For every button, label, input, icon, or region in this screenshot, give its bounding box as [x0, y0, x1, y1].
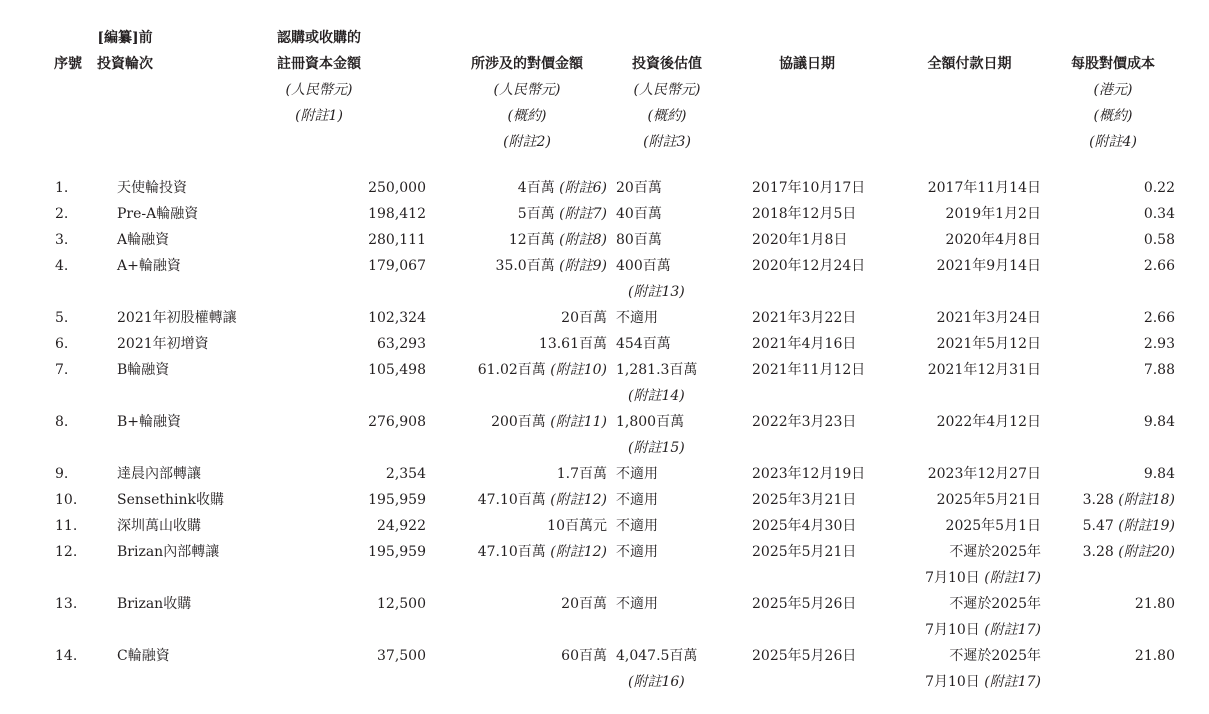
cell-cost: [1047, 357, 1209, 409]
consideration-amount: 5百萬: [517, 206, 555, 222]
cost-per-share: 2.66: [1143, 310, 1175, 326]
header-payment-text: 全額付款日期: [927, 56, 1012, 72]
cell-serial: [0, 513, 78, 539]
agreement-date: 2023年12月19日: [752, 466, 866, 482]
cell-payment-date: [872, 461, 1047, 487]
capital-amount: 198,412: [368, 206, 426, 222]
capital-amount: 280,111: [368, 232, 426, 248]
cell-cost: [1047, 409, 1209, 461]
cell-cost: [1047, 227, 1209, 253]
cell-serial: [0, 643, 78, 695]
table-row: [0, 331, 1209, 357]
valuation-amount: 不適用: [616, 466, 658, 482]
round-name: Pre-A輪融資: [117, 206, 199, 222]
cell-round: [54, 331, 226, 357]
payment-date: 2021年9月14日: [936, 258, 1041, 274]
cell-payment-date: [872, 539, 1047, 591]
agreement-date: 2021年4月16日: [752, 336, 857, 352]
capital-amount: 195,959: [368, 492, 426, 508]
serial-number: 6.: [55, 336, 69, 352]
consideration-amount: 47.10百萬: [477, 492, 546, 508]
header-capital-line1: 認購或收購的: [277, 30, 361, 46]
cell-capital: [226, 643, 432, 695]
serial-number: 5.: [55, 310, 69, 326]
cell-round: [54, 357, 226, 409]
cell-serial: [0, 539, 78, 591]
cost-per-share: 3.28: [1082, 544, 1114, 560]
cell-capital: [226, 331, 432, 357]
cost-per-share: 0.22: [1143, 180, 1175, 196]
cell-consideration: [432, 331, 612, 357]
header-cost-note: (附註4): [1089, 134, 1137, 150]
cell-agreement-date: [722, 539, 872, 591]
header-valuation-line1: 投資後估值: [632, 56, 702, 72]
cell-capital: [226, 409, 432, 461]
cost-per-share: 2.66: [1143, 258, 1175, 274]
round-name: A輪融資: [117, 232, 170, 248]
header-cost-line1: 每股對價成本: [1071, 56, 1155, 72]
header-capital-currency: (人民幣元): [285, 82, 353, 98]
cell-cost: [1047, 591, 1209, 643]
header-consideration-currency: (人民幣元): [493, 82, 561, 98]
valuation-amount: 不適用: [616, 596, 658, 612]
cell-consideration: [432, 513, 612, 539]
cell-serial: [0, 461, 69, 487]
cell-consideration: [432, 253, 612, 305]
capital-amount: 24,922: [377, 518, 426, 534]
cell-round: [54, 305, 237, 331]
valuation-note: (附註14): [628, 388, 685, 404]
valuation-amount: 20百萬: [616, 180, 662, 196]
serial-number: 12.: [55, 544, 78, 560]
header-round: [54, 0, 226, 155]
cell-serial: [0, 305, 69, 331]
round-name: Brizan收購: [117, 596, 192, 612]
cell-agreement-date: [722, 305, 872, 331]
cell-agreement-date: [722, 201, 872, 227]
cell-capital: [226, 357, 432, 409]
serial-number: 3.: [55, 232, 69, 248]
cell-serial: [0, 155, 69, 201]
cell-valuation: [612, 539, 722, 591]
consideration-amount: 47.10百萬: [477, 544, 546, 560]
cell-capital: [226, 461, 432, 487]
cell-capital: [226, 305, 432, 331]
header-serial: 序號: [54, 56, 82, 72]
agreement-date: 2020年12月24日: [752, 258, 866, 274]
valuation-note: (附註16): [628, 674, 685, 690]
capital-amount: 63,293: [377, 336, 426, 352]
header-round-line2: 投資輪次: [97, 56, 153, 72]
cell-payment-date: [872, 591, 1047, 643]
cell-consideration: [432, 409, 612, 461]
cell-valuation: [612, 227, 722, 253]
valuation-amount: 不適用: [616, 310, 658, 326]
serial-number: 7.: [55, 362, 69, 378]
cell-cost: [1047, 253, 1209, 305]
cost-note: (附註20): [1118, 544, 1175, 560]
cell-consideration: [432, 591, 612, 643]
header-valuation-note: (附註3): [643, 134, 691, 150]
serial-number: 4.: [55, 258, 69, 274]
payment-date: 2017年11月14日: [927, 180, 1041, 196]
cell-capital: [226, 201, 432, 227]
cell-consideration: [432, 461, 612, 487]
round-name: 2021年初股權轉讓: [117, 310, 237, 326]
cell-agreement-date: [722, 461, 872, 487]
payment-date: 2021年3月24日: [936, 310, 1041, 326]
payment-date: 不遲於2025年: [949, 648, 1041, 664]
cell-cost: [1047, 513, 1209, 539]
round-name: C輪融資: [117, 648, 170, 664]
valuation-amount: 400百萬: [616, 258, 671, 274]
serial-number: 14.: [55, 648, 78, 664]
consideration-note: (附註11): [550, 414, 607, 430]
cell-cost: [1047, 201, 1209, 227]
cell-capital: [226, 513, 432, 539]
cell-payment-date: [872, 357, 1047, 409]
cell-valuation: [612, 643, 722, 695]
cell-cost: [1047, 331, 1209, 357]
cell-round: [54, 253, 226, 305]
agreement-date: 2025年5月26日: [752, 648, 857, 664]
cost-per-share: 9.84: [1143, 414, 1175, 430]
payment-date: 2025年5月21日: [936, 492, 1041, 508]
valuation-amount: 不適用: [616, 518, 658, 534]
cell-valuation: [612, 409, 722, 461]
cell-payment-date: [872, 253, 1047, 305]
capital-amount: 276,908: [368, 414, 426, 430]
cell-round: [54, 513, 226, 539]
table-row: [0, 155, 1209, 201]
cell-agreement-date: [722, 155, 872, 201]
cell-payment-date: [872, 513, 1047, 539]
header-agreement-date: [722, 0, 872, 155]
payment-note: (附註17): [984, 570, 1041, 586]
consideration-amount: 10百萬元: [547, 518, 607, 534]
round-name: Sensethink收購: [117, 492, 224, 508]
table-row: [0, 227, 1209, 253]
cell-capital: [226, 487, 432, 513]
header-valuation-approx: (概約): [647, 108, 687, 124]
payment-date: 2025年5月1日: [945, 518, 1041, 534]
payment-date: 7月10日: [925, 674, 980, 690]
valuation-amount: 不適用: [616, 544, 658, 560]
table-row: [0, 409, 1209, 461]
cost-per-share: 0.34: [1143, 206, 1175, 222]
cell-agreement-date: [722, 513, 872, 539]
round-name: 達晨內部轉讓: [117, 466, 201, 482]
cell-round: [54, 155, 226, 201]
consideration-amount: 60百萬: [561, 648, 607, 664]
agreement-date: 2021年3月22日: [752, 310, 857, 326]
header-consideration-line1: 所涉及的對價金額: [471, 56, 583, 72]
cell-consideration: [432, 201, 612, 227]
serial-number: 9.: [55, 466, 69, 482]
round-name: 天使輪投資: [117, 180, 187, 196]
payment-note: (附註17): [984, 622, 1041, 638]
round-name: A+輪融資: [117, 258, 181, 274]
header-capital: [226, 0, 432, 155]
cell-payment-date: [872, 305, 1047, 331]
consideration-note: (附註10): [550, 362, 607, 378]
cell-agreement-date: [722, 409, 872, 461]
cell-capital: [226, 227, 432, 253]
serial-number: 13.: [55, 596, 78, 612]
agreement-date: 2017年10月17日: [752, 180, 866, 196]
table-row: [0, 513, 1209, 539]
cell-valuation: [612, 487, 722, 513]
cell-cost: [1047, 487, 1209, 513]
round-name: 2021年初增資: [117, 336, 209, 352]
cell-valuation: [612, 513, 722, 539]
cost-per-share: 2.93: [1143, 336, 1175, 352]
cell-valuation: [612, 357, 722, 409]
payment-date: 2021年5月12日: [936, 336, 1041, 352]
consideration-note: (附註12): [550, 492, 607, 508]
consideration-note: (附註7): [559, 206, 607, 222]
round-name: Brizan內部轉讓: [117, 544, 220, 560]
cell-serial: [0, 487, 78, 513]
header-payment-date: [872, 0, 1047, 155]
cell-round: [54, 487, 226, 513]
cell-agreement-date: [722, 643, 872, 695]
consideration-amount: 4百萬: [517, 180, 555, 196]
cell-round: [54, 409, 226, 461]
table-row: [0, 591, 1209, 643]
consideration-amount: 20百萬: [561, 310, 607, 326]
cell-payment-date: [872, 227, 1047, 253]
cell-capital: [226, 253, 432, 305]
cell-valuation: [612, 253, 722, 305]
cell-round: [54, 591, 226, 643]
cell-valuation: [612, 305, 722, 331]
cost-note: (附註18): [1118, 492, 1175, 508]
cost-per-share: 0.58: [1143, 232, 1175, 248]
cell-cost: [1047, 155, 1209, 201]
payment-date: 2022年4月12日: [936, 414, 1041, 430]
cell-agreement-date: [722, 227, 872, 253]
header-valuation-currency: (人民幣元): [633, 82, 701, 98]
payment-date: 2023年12月27日: [927, 466, 1041, 482]
consideration-amount: 35.0百萬: [495, 258, 555, 274]
valuation-amount: 40百萬: [616, 206, 662, 222]
valuation-amount: 1,800百萬: [616, 414, 685, 430]
cell-round: [54, 643, 226, 695]
cell-consideration: [432, 539, 612, 591]
cell-valuation: [612, 591, 722, 643]
cell-agreement-date: [722, 331, 872, 357]
payment-date: 7月10日: [925, 622, 980, 638]
agreement-date: 2021年11月12日: [752, 362, 866, 378]
cell-agreement-date: [722, 487, 872, 513]
capital-amount: 102,324: [368, 310, 426, 326]
header-agreement-text: 協議日期: [779, 56, 835, 72]
serial-number: 2.: [55, 206, 69, 222]
cell-consideration: [432, 487, 612, 513]
header-cost-approx: (概約): [1093, 108, 1133, 124]
cell-cost: [1047, 539, 1209, 591]
cell-round: [54, 201, 226, 227]
consideration-note: (附註9): [559, 258, 607, 274]
payment-date: 2020年4月8日: [945, 232, 1041, 248]
cell-serial: [0, 591, 78, 643]
header-capital-note: (附註1): [295, 108, 343, 124]
cell-round: [54, 539, 226, 591]
agreement-date: 2022年3月23日: [752, 414, 857, 430]
cell-agreement-date: [722, 357, 872, 409]
cell-round: [54, 227, 226, 253]
table-row: [0, 461, 1209, 487]
payment-date: 2021年12月31日: [927, 362, 1041, 378]
table-row: [0, 201, 1209, 227]
serial-number: 10.: [55, 492, 78, 508]
cell-payment-date: [872, 331, 1047, 357]
capital-amount: 2,354: [385, 466, 426, 482]
table-row: [0, 357, 1209, 409]
consideration-amount: 20百萬: [561, 596, 607, 612]
cost-per-share: 3.28: [1082, 492, 1114, 508]
serial-number: 8.: [55, 414, 69, 430]
agreement-date: 2018年12月5日: [752, 206, 857, 222]
round-name: 深圳萬山收購: [117, 518, 201, 534]
agreement-date: 2025年4月30日: [752, 518, 857, 534]
header-consideration-approx: (概約): [507, 108, 547, 124]
consideration-amount: 1.7百萬: [556, 466, 607, 482]
cell-payment-date: [872, 487, 1047, 513]
capital-amount: 195,959: [368, 544, 426, 560]
cell-round: [54, 461, 226, 487]
cell-serial: [0, 331, 69, 357]
valuation-amount: 80百萬: [616, 232, 662, 248]
cell-payment-date: [872, 155, 1047, 201]
consideration-amount: 200百萬: [491, 414, 546, 430]
payment-date-line: [872, 669, 1041, 695]
cell-valuation: [612, 461, 722, 487]
valuation-note: (附註15): [628, 440, 685, 456]
cell-consideration: [432, 305, 612, 331]
cost-per-share: 7.88: [1143, 362, 1175, 378]
consideration-note: (附註12): [550, 544, 607, 560]
payment-date-line: [872, 565, 1041, 591]
cell-consideration: [432, 155, 612, 201]
cost-per-share: 21.80: [1134, 648, 1175, 664]
consideration-note: (附註6): [559, 180, 607, 196]
payment-date: 不遲於2025年: [949, 596, 1041, 612]
cell-valuation: [612, 201, 722, 227]
cost-note: (附註19): [1118, 518, 1175, 534]
cell-agreement-date: [722, 591, 872, 643]
cell-serial: [0, 357, 69, 409]
cost-per-share: 5.47: [1082, 518, 1114, 534]
cell-consideration: [432, 357, 612, 409]
table-row: [0, 305, 1209, 331]
valuation-amount: 不適用: [616, 492, 658, 508]
capital-amount: 37,500: [377, 648, 426, 664]
cell-consideration: [432, 227, 612, 253]
header-valuation: [612, 0, 722, 155]
payment-date-line: [872, 617, 1041, 643]
cell-consideration: [432, 643, 612, 695]
payment-note: (附註17): [984, 674, 1041, 690]
consideration-amount: 12百萬: [508, 232, 555, 248]
table-body: [0, 155, 1209, 695]
consideration-amount: 13.61百萬: [538, 336, 607, 352]
header-consideration: [432, 0, 612, 155]
payment-date: 不遲於2025年: [949, 544, 1041, 560]
table-header: [0, 0, 1209, 155]
agreement-date: 2025年5月26日: [752, 596, 857, 612]
valuation-amount: 4,047.5百萬: [616, 648, 698, 664]
cell-valuation: [612, 155, 722, 201]
cost-per-share: 21.80: [1134, 596, 1175, 612]
cell-serial: [0, 253, 69, 305]
agreement-date: 2025年3月21日: [752, 492, 857, 508]
valuation-amount: 454百萬: [616, 336, 671, 352]
payment-date: 7月10日: [925, 570, 980, 586]
round-name: B輪融資: [117, 362, 170, 378]
capital-amount: 250,000: [368, 180, 426, 196]
cell-cost: [1047, 305, 1209, 331]
valuation-note: (附註13): [628, 284, 685, 300]
header-capital-line2: 註冊資本金額: [277, 56, 361, 72]
cell-cost: [1047, 461, 1209, 487]
payment-date: 2019年1月2日: [945, 206, 1041, 222]
cell-capital: [226, 591, 432, 643]
cell-payment-date: [872, 409, 1047, 461]
cell-serial: [0, 201, 69, 227]
cell-capital: [226, 155, 432, 201]
cell-agreement-date: [722, 253, 872, 305]
cost-per-share: 9.84: [1143, 466, 1175, 482]
round-name: B+輪融資: [117, 414, 182, 430]
cell-serial: [0, 227, 69, 253]
agreement-date: 2020年1月8日: [752, 232, 848, 248]
table-row: [0, 487, 1209, 513]
table-row: [0, 539, 1209, 591]
table-row: [0, 253, 1209, 305]
consideration-note: (附註8): [559, 232, 607, 248]
header-consideration-note: (附註2): [503, 134, 551, 150]
cell-capital: [226, 539, 432, 591]
consideration-amount: 61.02百萬: [477, 362, 546, 378]
valuation-amount: 1,281.3百萬: [616, 362, 698, 378]
cell-payment-date: [872, 643, 1047, 695]
header-cost-currency: (港元): [1093, 82, 1133, 98]
table-row: [0, 643, 1209, 695]
cell-cost: [1047, 643, 1209, 695]
serial-number: 1.: [55, 180, 69, 196]
capital-amount: 179,067: [368, 258, 426, 274]
cell-serial: [0, 409, 69, 461]
serial-number: 11.: [55, 518, 78, 534]
agreement-date: 2025年5月21日: [752, 544, 857, 560]
capital-amount: 105,498: [368, 362, 426, 378]
header-round-line1: [編纂]前: [97, 30, 153, 46]
header-cost: [1047, 0, 1209, 155]
cell-valuation: [612, 331, 722, 357]
capital-amount: 12,500: [377, 596, 426, 612]
cell-payment-date: [872, 201, 1047, 227]
